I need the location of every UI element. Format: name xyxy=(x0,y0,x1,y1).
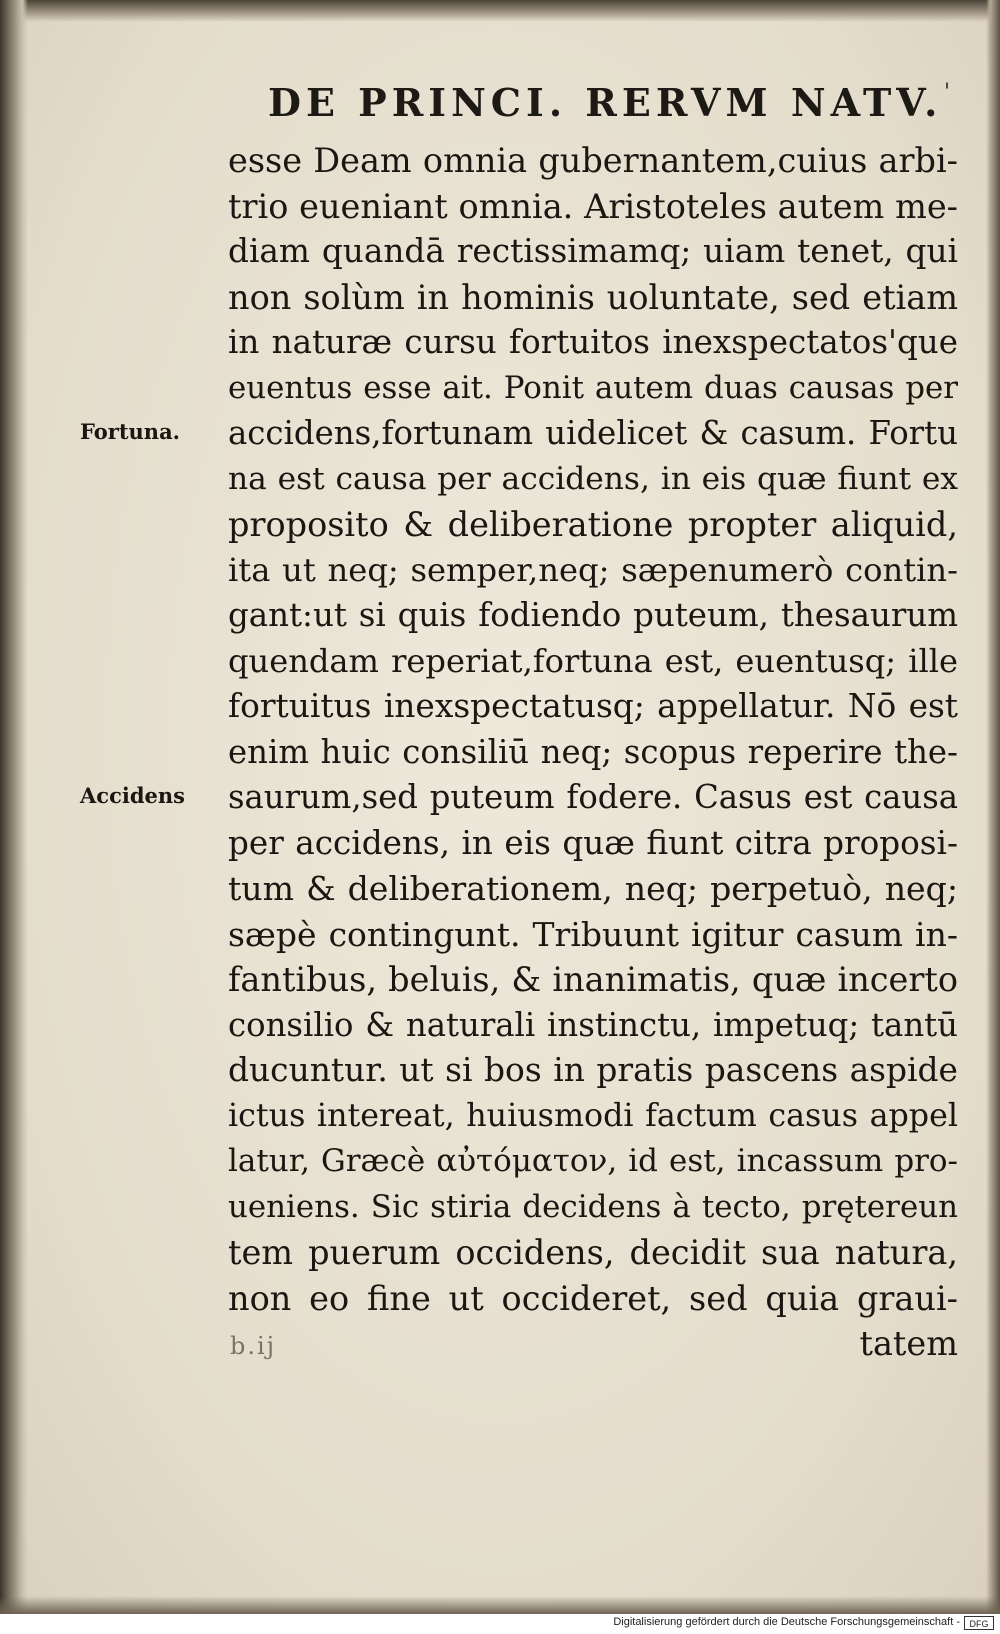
text-line: diam quandā rectissimamq; uiam tenet, qui xyxy=(228,232,958,270)
text-line: tem puerum occidens, decidit sua natura, xyxy=(228,1233,958,1272)
text-line: consilio & naturali instinctu, impetuq; tantū xyxy=(228,1005,958,1044)
text-line: gant:ut si quis fodiendo puteum, thesaurum xyxy=(228,596,958,634)
text-line: fortuitus inexspectatusq; appellatur. Nō est xyxy=(228,687,958,725)
dfg-logo: DFG xyxy=(964,1616,994,1630)
text-line: quendam reperiat,fortuna est, euentusq; ille xyxy=(228,641,958,680)
text-line: trio eueniant omnia. Aristoteles autem me- xyxy=(228,186,958,226)
text-line: enim huic consiliū neq; scopus reperire the- xyxy=(228,732,958,771)
text-line: in naturæ cursu fortuitos inexspectatos'que xyxy=(228,323,958,361)
running-head: DE PRINCI. RERVM NATV. xyxy=(268,80,943,125)
text-line: ictus intereat, huiusmodi factum casus appel xyxy=(228,1097,958,1134)
text-line: tum & deliberationem, neq; perpetuò, neq; xyxy=(228,869,958,908)
body-text xyxy=(228,138,958,1367)
text-line: non solùm in hominis uoluntate, sed etiam xyxy=(228,277,958,317)
margin-note-fortuna: Fortuna. xyxy=(80,419,180,444)
text-line: ita ut neq; semper,neq; sæpenumerò contin- xyxy=(228,550,958,589)
text-line: euentus esse ait. Ponit autem duas causas per xyxy=(228,369,958,406)
text-line: sæpè contingunt. Tribuunt igitur casum in- xyxy=(228,914,958,954)
page-edge-left xyxy=(0,0,28,1614)
text-line: per accidens, in eis quæ fiunt citra proposi- xyxy=(228,823,958,862)
catchword: tatem xyxy=(859,1324,958,1363)
corner-mark: ' xyxy=(944,80,951,105)
text-line: esse Deam omnia gubernantem,cuius arbi- xyxy=(228,141,958,180)
footer-credit: Digitalisierung gefördert durch die Deutsche Forschungsgemeinschaft - xyxy=(613,1616,960,1628)
text-line: non eo fine ut occideret, sed quia graui- xyxy=(228,1278,958,1318)
page-edge-right xyxy=(986,0,1000,1614)
text-line: saurum,sed puteum fodere. Casus est causa xyxy=(228,778,958,816)
text-line: latur, Græcè αὐτόματον, id est, incassum pro- xyxy=(228,1143,958,1179)
text-line: accidens,fortunam uidelicet & casum. Fortu xyxy=(228,414,958,452)
text-line: ducuntur. ut si bos in pratis pascens aspide xyxy=(228,1051,958,1089)
page-edge-bottom xyxy=(0,1596,1000,1614)
page-edge-top xyxy=(0,0,1000,22)
text-line: na est causa per accidens, in eis quæ fiunt ex xyxy=(228,460,958,497)
text-line: proposito & deliberatione propter aliquid, xyxy=(228,505,958,544)
text-line: ueniens. Sic stiria decidens à tecto, prętereun xyxy=(228,1188,958,1225)
footer-bar xyxy=(0,1614,1000,1634)
signature-mark: b.ij xyxy=(230,1332,277,1360)
text-line: fantibus, beluis, & inanimatis, quæ incerto xyxy=(228,960,958,999)
margin-note-accidens: Accidens xyxy=(80,783,185,808)
